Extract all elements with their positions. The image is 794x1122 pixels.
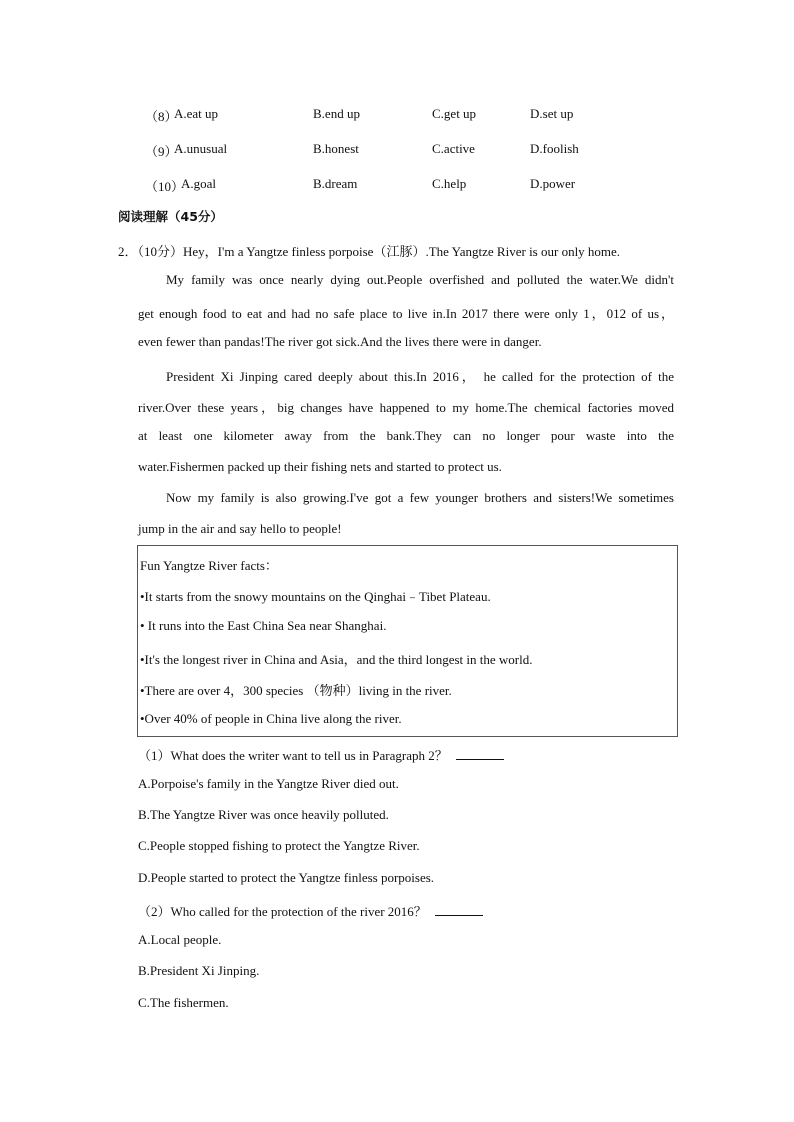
passage-line: President Xi Jinping cared deeply about this.In 2016， he called for the protection of the [166,369,674,384]
option-c: C.help [432,176,467,191]
fact-item: •It's the longest river in China and Asia，and the third longest in the world. [140,652,533,667]
choice-a: A.Porpoise's family in the Yangtze River died out. [138,776,399,791]
passage-line: My family was once nearly dying out.People overfished and polluted the water.We didn't [166,272,674,287]
section-title: 阅读理解（45分） [118,209,223,224]
choice-b: B.President Xi Jinping. [138,963,260,978]
fact-item: •There are over 4，300 species （物种）living in the river. [140,683,452,698]
option-d: D.set up [530,106,574,121]
option-b: B.end up [313,106,360,121]
passage-line: Now my family is also growing.I've got a few younger brothers and sisters!We sometimes [166,490,674,505]
answer-blank[interactable] [456,747,504,760]
option-a: A.eat up [174,106,219,121]
fact-item: •Over 40% of people in China live along the river. [140,711,402,726]
choice-a: A.Local people. [138,932,222,947]
sub-question-1 [138,745,504,764]
choice-b: B.The Yangtze River was once heavily polluted. [138,807,389,822]
option-d: D.foolish [530,141,579,156]
passage-line: jump in the air and say hello to people! [138,521,342,536]
question-text: （1）What does the writer want to tell us in Paragraph 2？ [138,748,448,763]
option-b: B.honest [313,141,359,156]
option-row-9 [0,141,794,159]
option-a: A.goal [181,176,217,191]
passage-line: even fewer than pandas!The river got sick.And the lives there were in danger. [138,334,542,349]
option-c: C.active [432,141,475,156]
option-c: C.get up [432,106,477,121]
fact-item: • It runs into the East China Sea near Shanghai. [140,618,387,633]
passage-line: get enough food to eat and had no safe place to live in.In 2017 there were only 1，012 of us， [138,306,674,321]
option-number: （8） [145,109,178,124]
question-intro: 2．（10分）Hey，I'm a Yangtze finless porpoise（江豚）.The Yangtze River is our only home. [118,244,621,259]
passage-line: at least one kilometer away from the bank.They can no longer pour waste into the [138,428,674,443]
facts-title: Fun Yangtze River facts： [140,558,278,573]
option-d: D.power [530,176,576,191]
question-text: （2）Who called for the protection of the river 2016？ [138,904,427,919]
option-b: B.dream [313,176,358,191]
option-number: （9） [145,144,178,159]
option-number: （10） [145,179,185,194]
passage-line: river.Over these years，big changes have happened to my home.The chemical factories moved [138,400,674,415]
option-row-10 [0,176,794,194]
choice-c: C.The fishermen. [138,995,229,1010]
fact-item: •It starts from the snowy mountains on the Qinghai﹣Tibet Plateau. [140,589,491,604]
option-row-8 [0,106,794,124]
choice-c: C.People stopped fishing to protect the Yangtze River. [138,838,420,853]
sub-question-2 [138,901,483,920]
passage-line: water.Fishermen packed up their fishing nets and started to protect us. [138,459,502,474]
choice-d: D.People started to protect the Yangtze finless porpoises. [138,870,435,885]
facts-box [137,545,678,737]
answer-blank[interactable] [435,903,483,916]
option-a: A.unusual [174,141,228,156]
